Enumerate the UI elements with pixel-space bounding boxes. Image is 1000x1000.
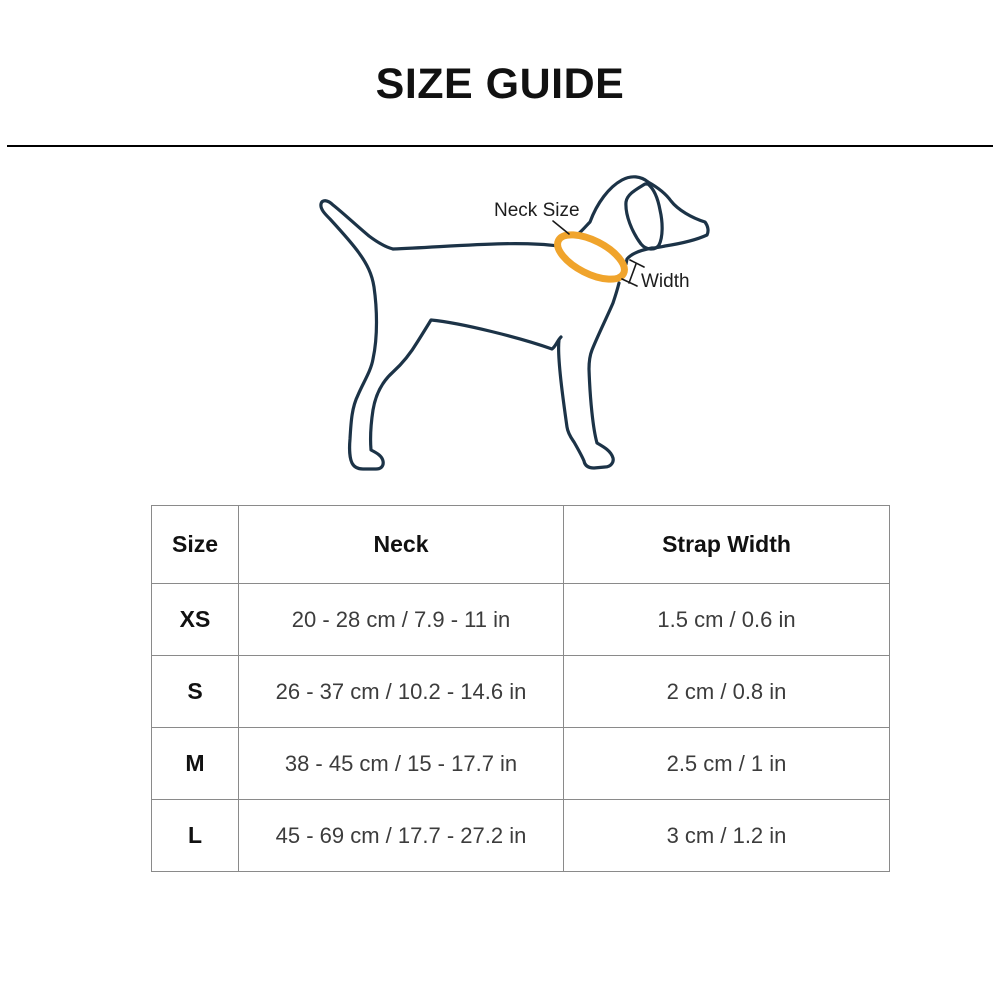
strap-width-cell: 1.5 cm / 0.6 in	[564, 584, 890, 656]
size-cell: XS	[152, 584, 239, 656]
size-cell: L	[152, 800, 239, 872]
table-row	[152, 584, 890, 656]
size-cell: S	[152, 656, 239, 728]
page-title: SIZE GUIDE	[375, 59, 625, 108]
neck-cell: 38 - 45 cm / 15 - 17.7 in	[239, 728, 564, 800]
table-row	[152, 800, 890, 872]
table-row	[152, 656, 890, 728]
collar-ring	[551, 226, 631, 289]
column-header-size: Size	[152, 506, 239, 584]
width-measure-line	[629, 264, 636, 283]
table-row	[152, 728, 890, 800]
neck-cell: 26 - 37 cm / 10.2 - 14.6 in	[239, 656, 564, 728]
size-table	[151, 505, 890, 872]
neck-size-label: Neck Size	[494, 200, 580, 221]
strap-width-cell: 3 cm / 1.2 in	[564, 800, 890, 872]
strap-width-cell: 2.5 cm / 1 in	[564, 728, 890, 800]
strap-width-cell: 2 cm / 0.8 in	[564, 656, 890, 728]
title-divider	[7, 145, 993, 147]
neck-size-pointer-line	[553, 221, 569, 234]
column-header-strap-width: Strap Width	[564, 506, 890, 584]
width-label: Width	[641, 271, 690, 292]
size-cell: M	[152, 728, 239, 800]
table-header-row	[152, 506, 890, 584]
neck-cell: 20 - 28 cm / 7.9 - 11 in	[239, 584, 564, 656]
neck-cell: 45 - 69 cm / 17.7 - 27.2 in	[239, 800, 564, 872]
column-header-neck: Neck	[239, 506, 564, 584]
width-measure-tick-top	[630, 260, 644, 267]
